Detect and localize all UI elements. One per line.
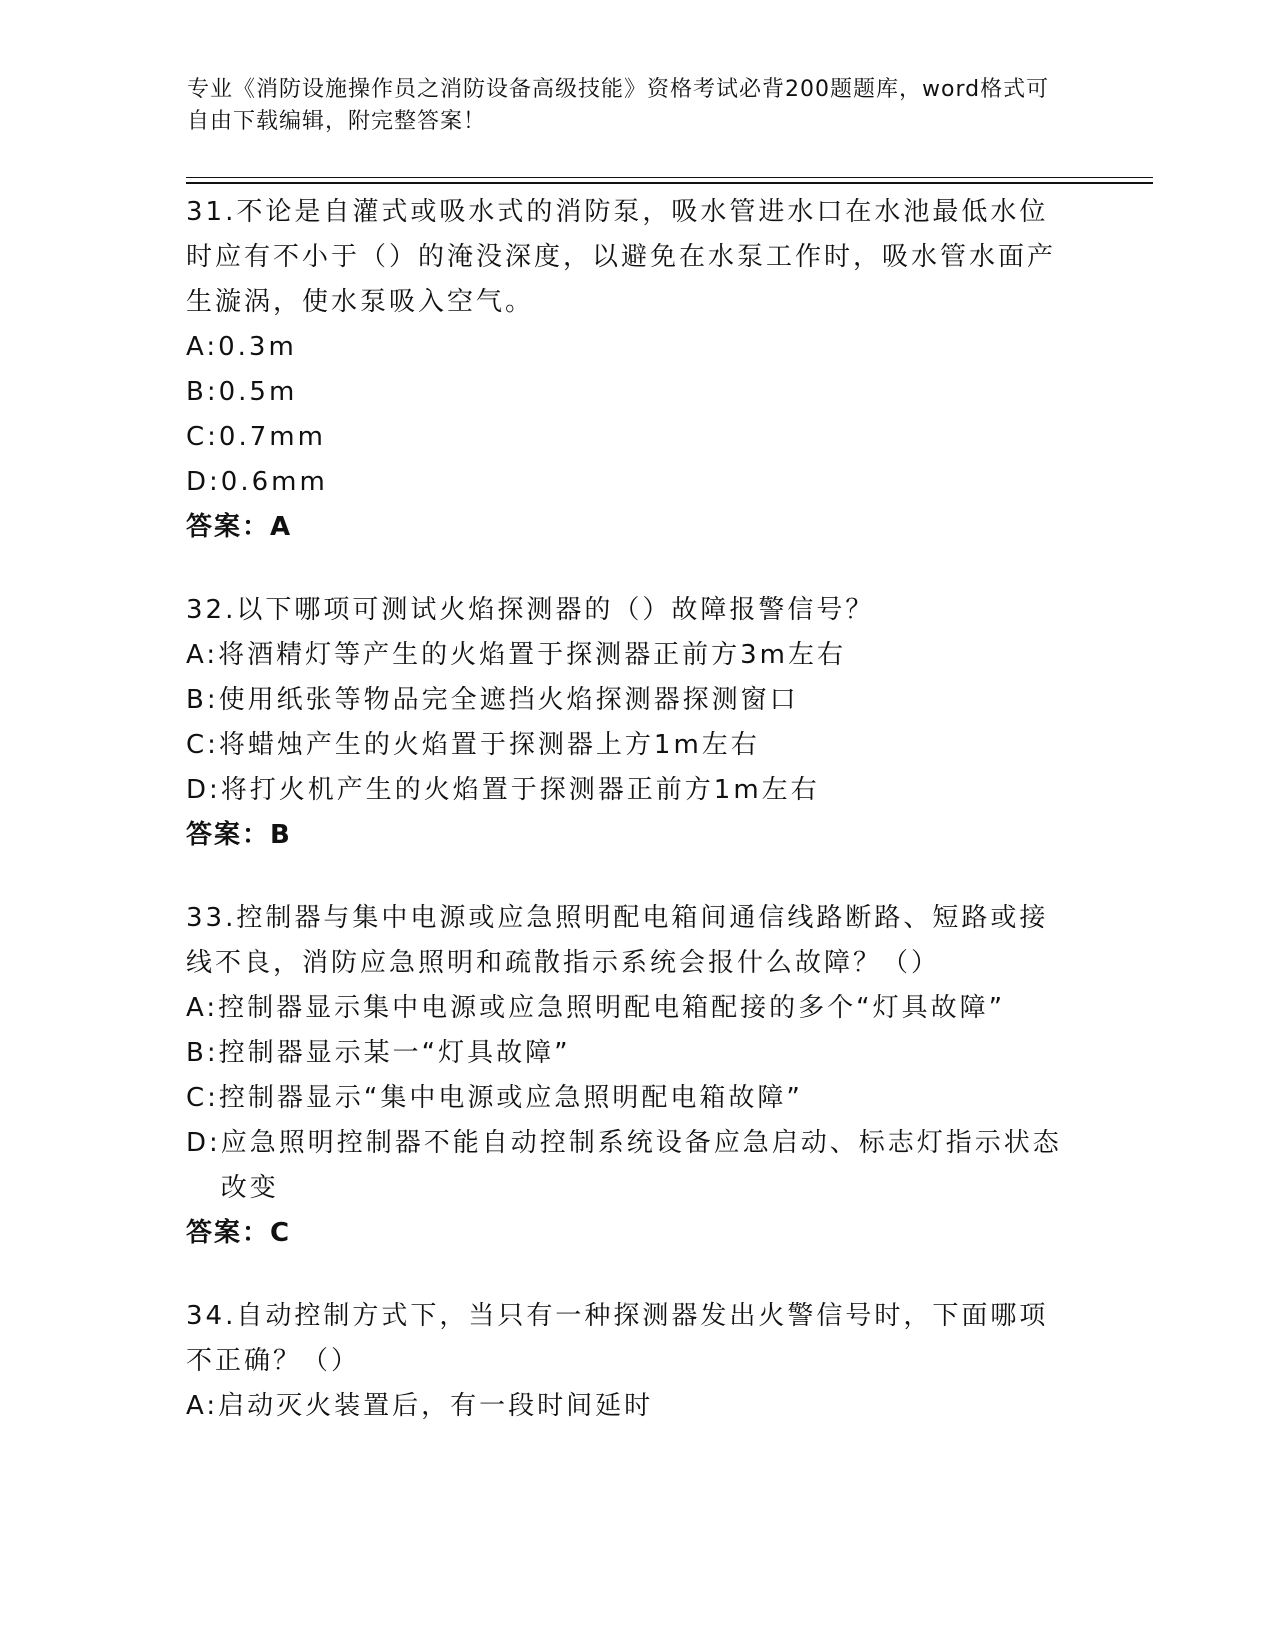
- header-divider-thick: [186, 182, 1153, 184]
- option-b: [186, 1031, 1076, 1076]
- option-text: 控制器显示集中电源或应急照明配电箱配接的多个“灯具故障”: [218, 993, 1006, 1023]
- option-c: [186, 723, 1076, 768]
- question-33: [186, 896, 1076, 1256]
- option-text: 0.7mm: [218, 422, 326, 452]
- option-text: 使用纸张等物品完全遮挡火焰探测器探测窗口: [218, 685, 799, 715]
- option-text: 0.3m: [218, 332, 297, 362]
- option-c: [186, 415, 1076, 460]
- answer-line: 答案：B: [186, 820, 292, 850]
- option-d: [186, 768, 1076, 813]
- option-label: C:: [186, 730, 219, 760]
- option-b: [186, 370, 1076, 415]
- question-text: 34.自动控制方式下，当只有一种探测器发出火警信号时，下面哪项不正确？（）: [186, 1301, 1049, 1376]
- document-header: 专业《消防设施操作员之消防设备高级技能》资格考试必背200题题库，word格式可自由下载编辑，附完整答案！: [187, 77, 1050, 134]
- option-label: B:: [186, 1038, 219, 1068]
- option-label: A:: [186, 1391, 219, 1421]
- option-text: 将蜡烛产生的火焰置于探测器上方1m左右: [218, 730, 760, 760]
- option-a: [186, 633, 1076, 678]
- option-a: [186, 1384, 1076, 1429]
- question-text: 31.不论是自灌式或吸水式的消防泵，吸水管进水口在水池最低水位时应有不小于（）的淹没深度，以避免在水泵工作时，吸水管水面产生漩涡，使水泵吸入空气。: [186, 197, 1057, 317]
- option-label: C:: [186, 422, 219, 452]
- option-c: [186, 1076, 1076, 1121]
- option-text: 将打火机产生的火焰置于探测器正前方1m左右: [220, 775, 820, 805]
- option-label: A:: [186, 993, 219, 1023]
- option-label: C:: [186, 1083, 219, 1113]
- option-text: 控制器显示某一“灯具故障”: [218, 1038, 571, 1068]
- option-label: D:: [186, 775, 221, 805]
- option-label: B:: [186, 685, 219, 715]
- option-label: D:: [186, 467, 221, 497]
- option-label: D:: [186, 1128, 221, 1158]
- option-text: 启动灭火装置后，有一段时间延时: [218, 1391, 654, 1421]
- question-34: [186, 1294, 1076, 1429]
- header-divider-thin: [186, 177, 1153, 178]
- option-text: 应急照明控制器不能自动控制系统设备应急启动、标志灯指示状态改变: [220, 1128, 1062, 1203]
- option-text: 控制器显示“集中电源或应急照明配电箱故障”: [218, 1083, 803, 1113]
- option-label: A:: [186, 640, 219, 670]
- option-a: [186, 986, 1076, 1031]
- question-31: [186, 190, 1076, 550]
- option-label: B:: [186, 377, 219, 407]
- option-text: 0.5m: [218, 377, 298, 407]
- option-b: [186, 678, 1076, 723]
- question-32: [186, 588, 1076, 858]
- question-list: [186, 190, 1076, 1467]
- option-a: [186, 325, 1076, 370]
- option-d: [186, 460, 1076, 505]
- option-text: 0.6mm: [220, 467, 328, 497]
- answer-line: 答案：C: [186, 1218, 292, 1248]
- option-d: [186, 1121, 1076, 1211]
- option-label: A:: [186, 332, 219, 362]
- option-text: 将酒精灯等产生的火焰置于探测器正前方3m左右: [218, 640, 846, 670]
- question-text: 32.以下哪项可测试火焰探测器的（）故障报警信号？: [186, 595, 875, 625]
- question-text: 33.控制器与集中电源或应急照明配电箱间通信线路断路、短路或接线不良，消防应急照明和疏散指示系统会报什么故障？（）: [186, 903, 1049, 978]
- answer-line: 答案：A: [186, 512, 293, 542]
